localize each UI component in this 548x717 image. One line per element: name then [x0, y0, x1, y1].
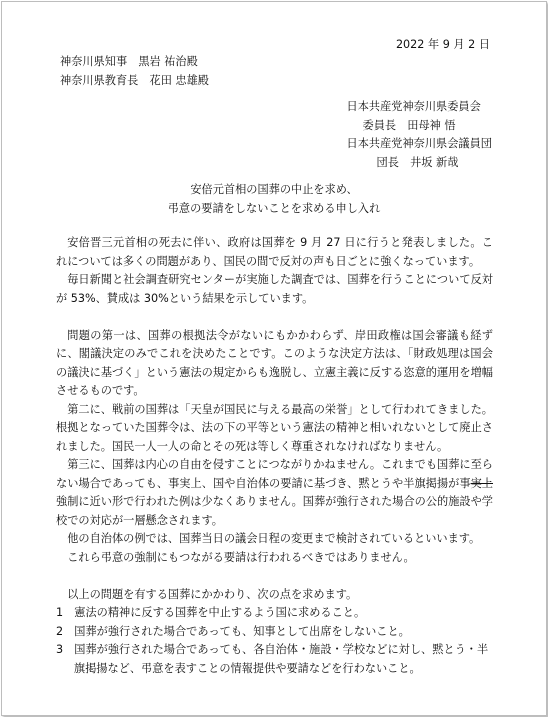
problem-paragraph-4: 他の自治体の例では、国葬当日の議会日程の変更まで検討されているといいます。: [67, 532, 481, 545]
demands-list: [56, 604, 493, 678]
addressee-block: [60, 53, 209, 90]
problem-paragraph-3: [56, 456, 493, 530]
paragraph-gap: [56, 567, 493, 586]
struck-through-text: 実上: [470, 476, 493, 490]
problem-paragraph-2: 第二に、戦前の国葬は「天皇が国民に与える最高の栄誉」として行われてきました。根拠となっていた国葬令は、法の下の平等という憲法の精神と相いれないとして廃止されました。国民一人一人の命とその死は等しく尊重されなければなりません。: [56, 402, 493, 453]
sender-group-leader: 団長 井坂 新哉: [376, 155, 459, 169]
sender-chair: 委員長 田母神 悟: [362, 118, 456, 132]
document-body: [56, 234, 493, 678]
addressee-education-chief: 神奈川県教育長 花田 忠雄殿: [60, 73, 209, 87]
paragraph-gap: [56, 308, 493, 327]
document-title: [0, 181, 548, 218]
sender-assembly-group: 日本共産党神奈川県会議員団: [346, 137, 492, 150]
intro-paragraph-1: 安倍晋三元首相の死去に伴い、政府は国葬を 9 月 27 日に行うと発表しました。これについては多くの問題があり、国民の間で反対の声も日ごとに強くなっています。: [56, 236, 493, 268]
problem-paragraph-1: 問題の第一は、国葬の根拠法令がないにもかかわらず、岸田政権は国会審議も経ずに、閣議決定のみでこれを決めたことです。このような決定方法は、「財政処理は国会の議決に基づく」という憲法の規定からも逸脱し、立憲主義に反する恣意的運用を増幅させるものです。: [56, 328, 493, 397]
title-line-2: 弔意の要請をしないことを求める申し入れ: [167, 201, 381, 215]
demand-item: 1 憲法の精神に反する国葬を中止するよう国に求めること。: [56, 606, 366, 619]
problem-paragraph-5: これら弔意の強制にもつながる要請は行われるべきではありません。: [67, 550, 415, 564]
intro-paragraph-2: 毎日新聞と社会調査研究センターが実施した調査では、国葬を行うことについて反対が 53%、賛成は 30%という結果を示しています。: [56, 273, 493, 305]
demand-item: 2 国葬が強行された場合であっても、知事として出席をしないこと。: [56, 624, 410, 638]
problem-3-text-end: 強制に近い形で行われた例は少なくありません。国葬が強行された場合の公的施設や学校での対応が一層懸念されます。: [56, 495, 493, 527]
problem-3-text-start: 第三に、国葬は内心の自由を侵すことにつながりかねません。これまでも国葬に至らない場合であっても、事実上、国や自治体の要請に基づき、黙とうや半旗掲揚が事: [56, 458, 493, 490]
sender-block: [333, 98, 492, 172]
document-date: 2022 年 9 月 2 日: [395, 38, 490, 51]
demand-item: 3 国葬が強行された場合であっても、各自治体・施設・学校などに対し、黙とう・半旗掲揚など、弔意を表すことの情報提供や要請などを行わないこと。: [56, 643, 489, 675]
demands-intro: 以上の問題を有する国葬にかかわり、次の点を求めます。: [67, 587, 358, 601]
sender-organization: 日本共産党神奈川県委員会: [346, 100, 481, 113]
title-line-1: 安倍元首相の国葬の中止を求め、: [190, 183, 358, 196]
addressee-governor: 神奈川県知事 黒岩 祐治殿: [60, 55, 198, 68]
